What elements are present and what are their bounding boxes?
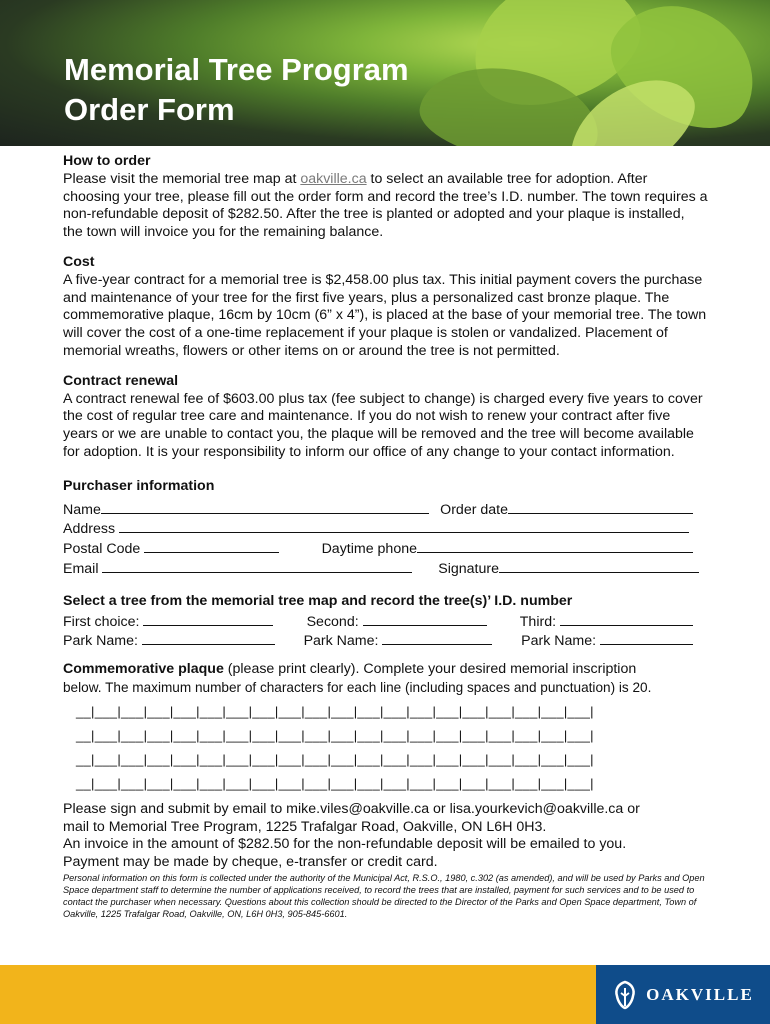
field-label: Park Name: [303, 633, 379, 650]
field-label: Park Name: [521, 633, 597, 650]
field-label: First choice: [63, 613, 140, 630]
name-field[interactable] [63, 500, 429, 520]
first-choice-field[interactable] [63, 612, 273, 632]
tree-select-section [63, 593, 708, 651]
privacy-notice: Personal information on this form is collected under the authority of the Municipal Act, R.S.O., 1980, c.302 (as amended), and will be used by Parks and Open Space department staff to determine the number of applications received, to record the trees that are installed, payment for such services and to be used to contact the purchaser when necessary. Questions about this collection should be directed to the Director of the Parks and Open Space department, Town of Oakville, 1225 Trafalgar Road, Oakville, ON, L6H 0H3, 905-845-6601. [63, 872, 705, 919]
field-label: Second: [306, 613, 359, 630]
third-choice-field[interactable] [520, 612, 693, 632]
logo-text: OAKVILLE [646, 984, 754, 1004]
renewal-section [63, 373, 708, 462]
section-heading: Contract renewal [63, 372, 179, 389]
second-choice-field[interactable] [307, 612, 487, 632]
input-line[interactable] [143, 612, 273, 626]
paragraph: An invoice in the amount of $282.50 for the non-refundable deposit will be emailed to you. [63, 836, 627, 853]
plaque-section [63, 661, 708, 795]
input-line[interactable] [101, 500, 429, 514]
signature-field[interactable] [438, 559, 699, 579]
purchaser-section [63, 478, 708, 579]
inscription-line-3[interactable]: __|___|___|___|___|___|___|___|___|___|___|___|___|___|___|___|___|___|___|___| [76, 751, 594, 767]
section-heading: Commemorative plaque [63, 661, 224, 678]
oakville-link[interactable]: oakville.ca [300, 170, 367, 187]
field-label: Email [63, 560, 99, 577]
section-heading: Purchaser information [63, 477, 215, 494]
how-to-order-section [63, 153, 708, 242]
field-label: Third: [519, 613, 557, 630]
inscription-line-4[interactable]: __|___|___|___|___|___|___|___|___|___|___|___|___|___|___|___|___|___|___|___| [76, 775, 594, 791]
form-row [63, 559, 699, 579]
paragraph: Payment may be made by cheque, e-transfer or credit card. [63, 854, 438, 871]
paragraph: mail to Memorial Tree Program, 1225 Trafalgar Road, Oakville, ON L6H 0H3. [63, 818, 547, 835]
header-banner [0, 0, 770, 146]
park-name-1-field[interactable] [63, 631, 275, 651]
input-line[interactable] [499, 559, 699, 573]
daytime-phone-field[interactable] [322, 539, 693, 559]
submit-section [63, 801, 708, 872]
input-line[interactable] [119, 519, 689, 533]
field-label: Postal Code [63, 541, 141, 558]
form-row [63, 500, 693, 520]
field-label: Daytime phone [321, 541, 417, 558]
inscription-line-1[interactable]: __|___|___|___|___|___|___|___|___|___|___|___|___|___|___|___|___|___|___|___| [76, 703, 594, 719]
input-line[interactable] [142, 631, 275, 645]
text: to select an available tree for adoption. After choosing your tree, please fill out the order form and record the tree’s I.D. number. The town requires a non-refundable deposit of $282.50. After the tree is planted or adopted and your plaque is installed, the town will invoice you for the remaining balance. [63, 170, 708, 241]
field-label: Order date [440, 501, 508, 518]
input-line[interactable] [600, 631, 693, 645]
order-date-field[interactable] [440, 500, 693, 520]
input-line[interactable] [363, 612, 487, 626]
field-label: Address [63, 521, 116, 538]
form-row [63, 612, 693, 632]
title-line-2: Order Form [64, 92, 235, 127]
oak-leaf-icon [612, 980, 638, 1010]
paragraph [63, 661, 708, 679]
park-name-2-field[interactable] [304, 631, 493, 651]
paragraph: A contract renewal fee of $603.00 plus tax (fee subject to change) is charged every five years to cover the cost of regular tree care and maintenance. If you do not wish to renew your contract after five years or we are unable to contact you, the plaque will be removed and the tree will become available for adoption. It is your responsibility to inform our office of any change to your contact information. [63, 390, 703, 460]
field-label: Signature [438, 560, 499, 577]
address-field[interactable] [63, 519, 689, 539]
text: (please print clearly). Complete your desired memorial inscription [223, 661, 637, 678]
input-line[interactable] [144, 539, 279, 553]
form-content [63, 153, 708, 920]
paragraph: Please sign and submit by email to mike.viles@oakville.ca or lisa.yourkevich@oakville.ca or [63, 800, 640, 817]
input-line[interactable] [417, 539, 693, 553]
input-line[interactable] [382, 631, 492, 645]
page-title [64, 50, 409, 130]
paragraph: below. The maximum number of characters for each line (including spaces and punctuation) is 20. [63, 679, 652, 695]
field-label: Park Name: [63, 633, 138, 650]
paragraph [63, 171, 708, 242]
input-line[interactable] [508, 500, 693, 514]
field-label: Name [63, 501, 101, 518]
input-line[interactable] [102, 559, 412, 573]
email-field[interactable] [63, 559, 412, 579]
text: Please visit the memorial tree map at [63, 170, 301, 187]
postal-code-field[interactable] [63, 539, 279, 559]
inscription-line-2[interactable]: __|___|___|___|___|___|___|___|___|___|___|___|___|___|___|___|___|___|___|___| [76, 727, 594, 743]
section-heading: Cost [63, 253, 95, 270]
oakville-logo [596, 965, 770, 1024]
form-row [63, 539, 693, 559]
paragraph: A five-year contract for a memorial tree is $2,458.00 plus tax. This initial payment covers the purchase and maintenance of your tree for the first five years, plus a personalized cast bronze plaque. The commemorative plaque, 16cm by 10cm (6” x 4”), is placed at the base of your memorial tree. The town will cover the cost of a one-time replacement if your plaque is stolen or vandalized. Placement of memorial wreaths, flowers or other items on or around the tree is not permitted. [63, 271, 707, 359]
park-name-3-field[interactable] [521, 631, 693, 651]
form-row [63, 519, 693, 539]
section-heading: How to order [63, 153, 151, 169]
section-heading: Select a tree from the memorial tree map and record the tree(s)’ I.D. number [63, 592, 573, 609]
title-line-1: Memorial Tree Program [64, 52, 409, 87]
input-line[interactable] [560, 612, 693, 626]
form-row [63, 631, 693, 651]
cost-section [63, 254, 708, 361]
